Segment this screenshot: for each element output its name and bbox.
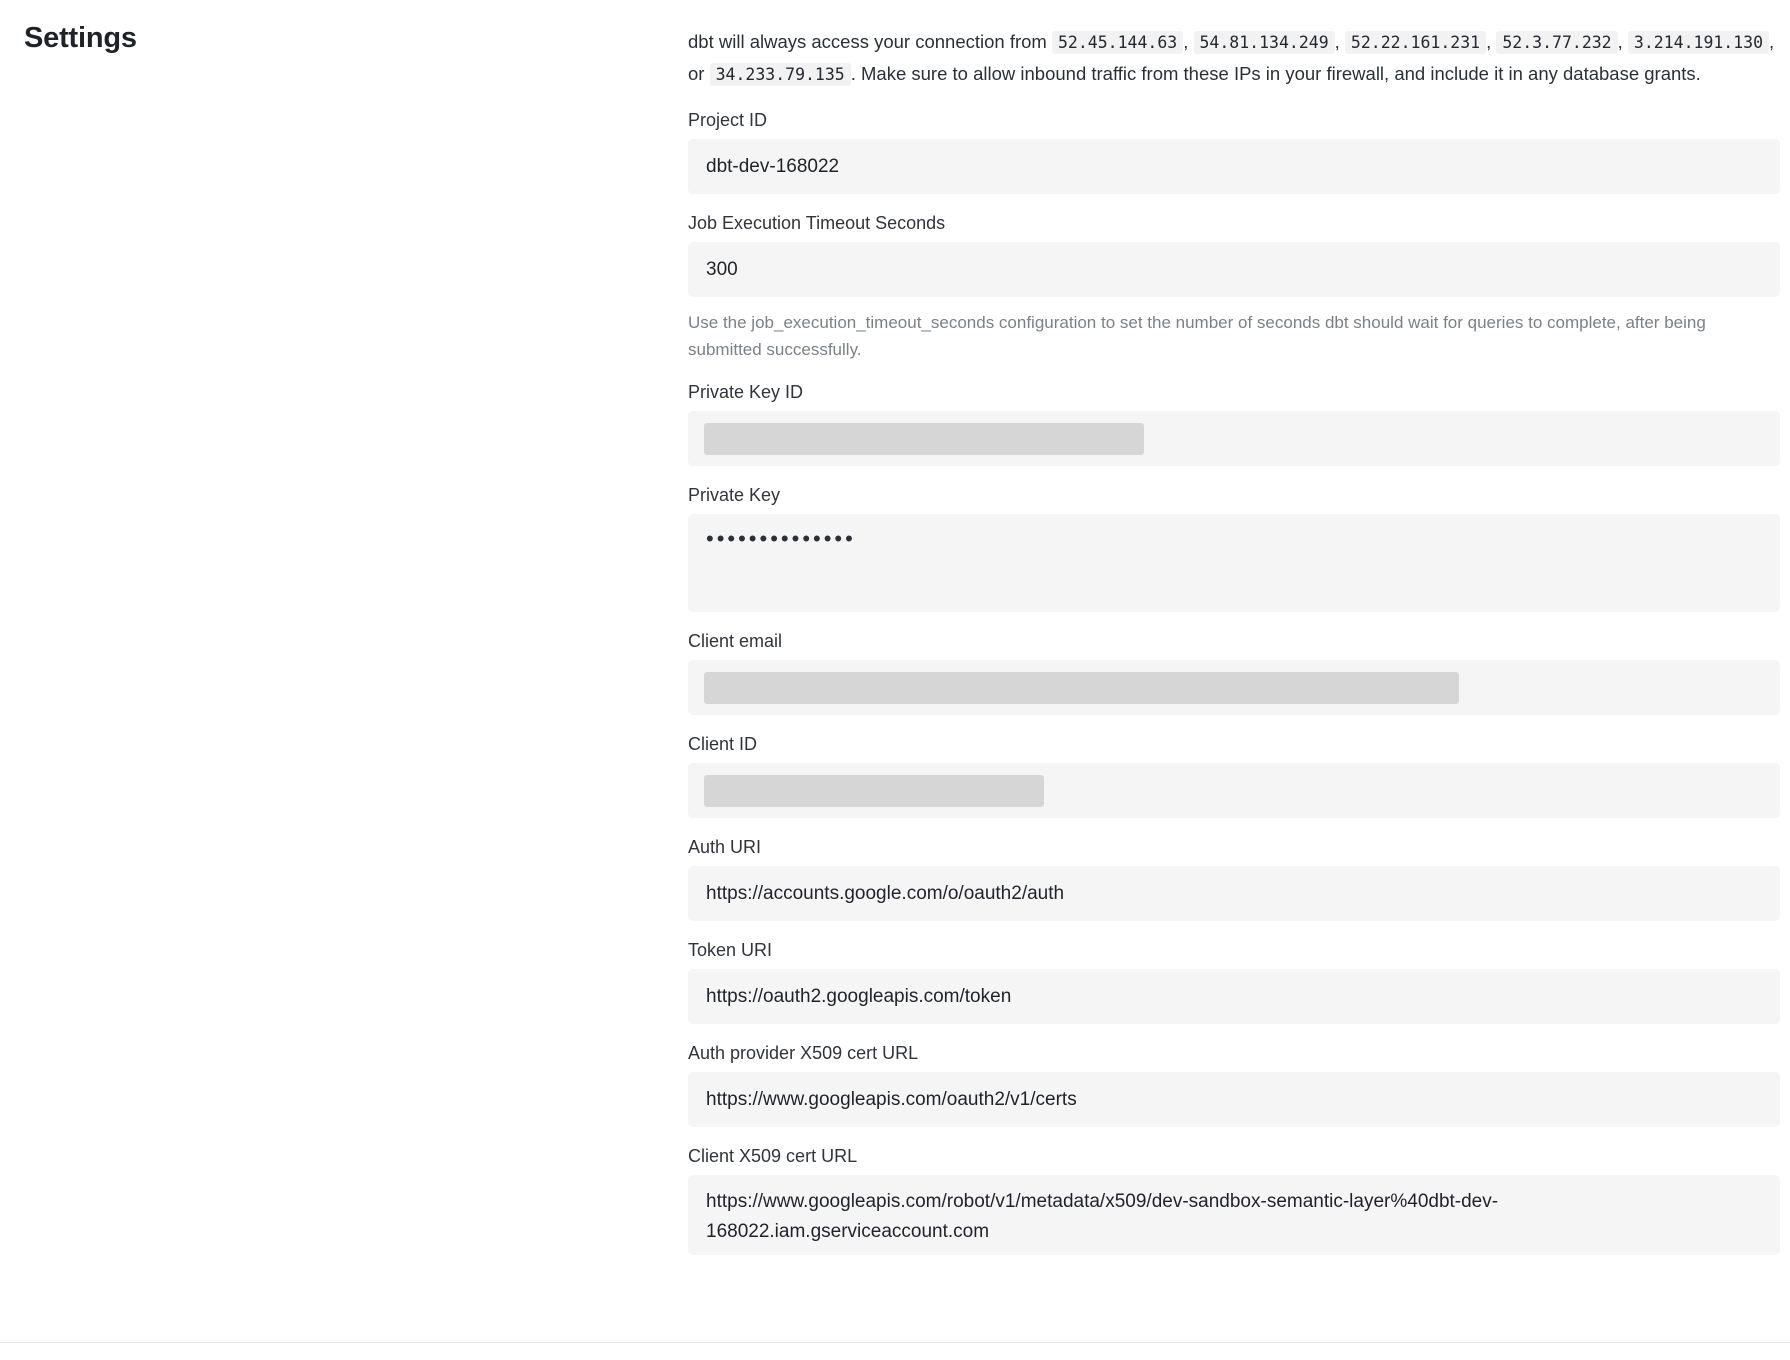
ip-address-6: 34.233.79.135 [710,63,851,86]
redacted-value-bar [704,775,1044,807]
redacted-value-bar [704,672,1459,704]
job-execution-timeout-label: Job Execution Timeout Seconds [688,213,946,233]
field-private-key-id [688,380,1780,466]
field-client-x509-cert-url [688,1144,1780,1255]
ip-separator-4: , [1617,31,1623,52]
ip-allowlist-notice [688,26,1780,90]
ip-notice-suffix: . Make sure to allow inbound traffic from these IPs in your firewall, and include it in any database grants. [850,63,1701,84]
auth-uri-input[interactable]: https://accounts.google.com/o/oauth2/auth [688,866,1780,921]
redacted-value-bar [704,423,1144,455]
field-token-uri [688,938,1780,1024]
client-email-label: Client email [688,631,783,651]
client-id-label: Client ID [688,734,758,754]
page-title: Settings [24,22,137,54]
private-key-id-label: Private Key ID [688,382,804,402]
bottom-divider [0,1342,1790,1343]
ip-address-4: 52.3.77.232 [1496,31,1617,54]
field-client-email [688,629,1780,715]
private-key-label: Private Key [688,485,781,505]
client-x509-cert-url-label: Client X509 cert URL [688,1146,858,1166]
job-execution-timeout-help: Use the job_execution_timeout_seconds configuration to set the number of seconds dbt should wait for queries to complete, after being submitted successfully. [688,313,1706,359]
ip-separator-1: , [1183,31,1189,52]
settings-form [688,26,1780,1258]
token-uri-label: Token URI [688,940,773,960]
token-uri-input[interactable]: https://oauth2.googleapis.com/token [688,969,1780,1024]
auth-provider-x509-cert-url-input[interactable]: https://www.googleapis.com/oauth2/v1/certs [688,1072,1780,1127]
ip-notice-prefix: dbt will always access your connection from [688,31,1047,52]
field-auth-uri [688,835,1780,921]
auth-provider-x509-cert-url-label: Auth provider X509 cert URL [688,1043,919,1063]
private-key-id-input[interactable] [688,411,1780,466]
ip-address-2: 54.81.134.249 [1194,31,1335,54]
ip-separator-2: , [1334,31,1340,52]
client-x509-cert-url-input[interactable]: https://www.googleapis.com/robot/v1/metadata/x509/dev-sandbox-semantic-layer%40dbt-dev-168022.iam.gserviceaccount.com [688,1175,1780,1255]
project-id-label: Project ID [688,110,768,130]
ip-address-1: 52.45.144.63 [1052,31,1183,54]
field-auth-provider-x509-cert-url [688,1041,1780,1127]
field-project-id [688,108,1780,194]
private-key-masked-value: •••••••••••••• [706,526,856,551]
auth-uri-label: Auth URI [688,837,762,857]
field-private-key [688,483,1780,612]
client-email-input[interactable] [688,660,1780,715]
job-execution-timeout-input[interactable]: 300 [688,242,1780,297]
private-key-input[interactable] [688,514,1780,612]
ip-separator-5: , or [688,31,1775,84]
field-job-execution-timeout [688,211,1780,363]
ip-separator-3: , [1486,31,1492,52]
project-id-input[interactable]: dbt-dev-168022 [688,139,1780,194]
ip-address-3: 52.22.161.231 [1345,31,1486,54]
client-id-input[interactable] [688,763,1780,818]
page-scrollbar[interactable] [1781,0,1790,1360]
field-client-id [688,732,1780,818]
ip-address-5: 3.214.191.130 [1628,31,1769,54]
